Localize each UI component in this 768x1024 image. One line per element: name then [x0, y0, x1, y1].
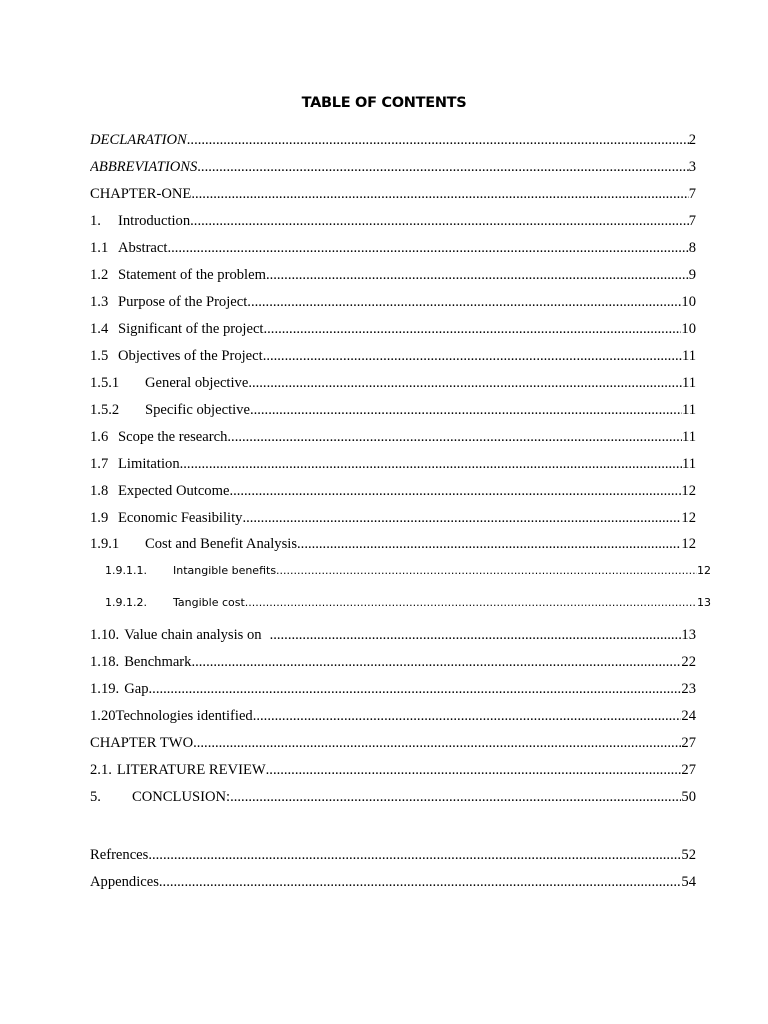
toc-entry[interactable]	[90, 455, 696, 473]
toc-entry[interactable]	[90, 239, 696, 257]
toc-entry-label: Refrences	[90, 847, 149, 863]
toc-entry-page-number: 13	[697, 596, 711, 609]
toc-entry-page-number: 10	[681, 294, 696, 310]
toc-title: TABLE OF CONTENTS	[301, 95, 467, 111]
dot-leader	[245, 594, 697, 612]
toc-entry-page-number: 8	[688, 240, 696, 256]
dot-leader	[297, 535, 681, 553]
toc-entry-label: Economic Feasibility	[118, 510, 243, 526]
toc-entry[interactable]	[90, 320, 696, 338]
dot-leader	[149, 680, 682, 698]
dot-leader	[270, 626, 682, 644]
toc-entry-number: 5.	[90, 789, 101, 805]
toc-entry-page-number: 7	[688, 213, 696, 229]
toc-entry[interactable]	[90, 761, 696, 779]
dot-leader	[197, 158, 688, 176]
toc-entry-page-number: 12	[681, 483, 696, 499]
toc-entry-number: 1.10.	[90, 627, 120, 643]
toc-entry-page-number: 12	[697, 564, 711, 577]
toc-entry-page-number: 11	[681, 429, 696, 445]
toc-entry[interactable]	[90, 293, 696, 311]
toc-entry-label: CHAPTER-ONE	[90, 186, 192, 202]
toc-entry[interactable]	[90, 788, 696, 806]
toc-entry-label: Abstract	[118, 240, 168, 256]
toc-entry-number: 1.6	[90, 429, 109, 445]
dot-leader	[193, 734, 681, 752]
toc-entry-page-number: 10	[681, 321, 696, 337]
dot-leader	[159, 873, 682, 891]
toc-entry[interactable]	[90, 401, 696, 419]
toc-entry[interactable]	[90, 707, 696, 725]
toc-entry[interactable]	[90, 873, 696, 891]
toc-entry-label: CONCLUSION:	[132, 789, 231, 805]
toc-entry-page-number: 27	[681, 762, 696, 778]
toc-entry-page-number: 23	[681, 681, 696, 697]
toc-entry-page-number: 27	[681, 735, 696, 751]
toc-entry-number: 1.5	[90, 348, 109, 364]
dot-leader	[248, 374, 682, 392]
toc-entry-number: 2.1.	[90, 762, 112, 778]
dot-leader	[227, 428, 682, 446]
dot-leader	[266, 266, 689, 284]
toc-entry-page-number: 3	[688, 159, 696, 175]
toc-entry-label: Value chain analysis on	[124, 627, 262, 643]
toc-entry-page-number: 9	[688, 267, 696, 283]
toc-entry-page-number: 12	[681, 510, 696, 526]
toc-entry-label: Objectives of the Project	[118, 348, 263, 364]
toc-entry-page-number: 24	[681, 708, 696, 724]
toc-entry-page-number: 50	[681, 789, 696, 805]
toc-entry[interactable]	[90, 562, 711, 580]
toc-entry[interactable]	[90, 509, 696, 527]
dot-leader	[180, 455, 682, 473]
toc-entry-label: Technologies identified	[115, 708, 253, 724]
toc-entry-page-number: 54	[681, 874, 696, 890]
dot-leader	[250, 401, 682, 419]
toc-entry-page-number: 2	[688, 132, 696, 148]
toc-entry[interactable]	[90, 428, 696, 446]
toc-entry[interactable]	[90, 535, 696, 553]
dot-leader	[191, 185, 688, 203]
toc-entry-label: Significant of the project	[118, 321, 264, 337]
toc-entry[interactable]	[90, 482, 696, 500]
toc-entry-number: 1.9.1	[90, 536, 120, 552]
toc-entry-number: 1.5.1	[90, 375, 120, 391]
toc-entry-page-number: 11	[681, 375, 696, 391]
toc-entry[interactable]	[90, 266, 696, 284]
toc-entry-label: LITERATURE REVIEW	[116, 762, 266, 778]
toc-entry-page-number: 12	[681, 536, 696, 552]
dot-leader	[190, 212, 689, 230]
dot-leader	[266, 761, 682, 779]
toc-entry-label: Statement of the problem	[118, 267, 266, 283]
dot-leader	[230, 788, 681, 806]
toc-entry[interactable]	[90, 680, 696, 698]
toc-entry-number: 1.1	[90, 240, 109, 256]
toc-entry[interactable]	[90, 212, 696, 230]
toc-entry[interactable]	[90, 158, 696, 176]
toc-entry-number: 1.9	[90, 510, 109, 526]
toc-entry[interactable]	[90, 374, 696, 392]
dot-leader	[247, 293, 681, 311]
toc-entry-label: Tangible cost	[173, 596, 245, 609]
toc-entry-number: 1.9.1.2.	[105, 596, 147, 609]
toc-entry-label: CHAPTER TWO	[90, 735, 194, 751]
dot-leader	[264, 320, 682, 338]
toc-entry-label: Purpose of the Project	[118, 294, 248, 310]
toc-entry[interactable]	[90, 653, 696, 671]
toc-entry-label: DECLARATION	[90, 132, 187, 148]
toc-entry-page-number: 52	[681, 847, 696, 863]
toc-entry-number: 1.18.	[90, 654, 120, 670]
toc-entry-page-number: 22	[681, 654, 696, 670]
toc-entry[interactable]	[90, 626, 696, 644]
toc-entry-label: Expected Outcome	[118, 483, 230, 499]
toc-entry-page-number: 11	[681, 402, 696, 418]
dot-leader	[191, 653, 681, 671]
toc-entry-number: 1.19.	[90, 681, 120, 697]
toc-entry-label: Specific objective	[145, 402, 250, 418]
dot-leader	[167, 239, 688, 257]
toc-entry-number: 1.3	[90, 294, 109, 310]
toc-entry-number: 1.4	[90, 321, 109, 337]
toc-entry-number: 1.5.2	[90, 402, 120, 418]
toc-entry-label: Benchmark	[124, 654, 192, 670]
toc-entry[interactable]	[90, 131, 696, 149]
toc-entry-label: Gap	[124, 681, 149, 697]
toc-entry-label: Scope the research	[118, 429, 228, 445]
toc-entry-label: Cost and Benefit Analysis	[145, 536, 298, 552]
toc-entry-number: 1.2	[90, 267, 109, 283]
toc-entry-page-number: 13	[681, 627, 696, 643]
toc-entry-label: ABBREVIATIONS	[90, 159, 198, 175]
dot-leader	[263, 347, 682, 365]
dot-leader	[229, 482, 681, 500]
toc-entry-number: 1.8	[90, 483, 109, 499]
toc-entry[interactable]	[90, 734, 696, 752]
toc-entry-label: Limitation	[118, 456, 180, 472]
toc-entry[interactable]	[90, 185, 696, 203]
toc-entry-label: General objective	[145, 375, 249, 391]
toc-entry-page-number: 11	[681, 348, 696, 364]
toc-entry-number: 1.	[90, 213, 101, 229]
toc-entry-page-number: 7	[688, 186, 696, 202]
toc-entry-number: 1.7	[90, 456, 109, 472]
toc-entry[interactable]	[90, 846, 696, 864]
toc-entry-label: Intangible benefits	[173, 564, 277, 577]
dot-leader	[276, 562, 697, 580]
dot-leader	[253, 707, 682, 725]
toc-entry-label: Introduction	[118, 213, 191, 229]
toc-entry-page-number: 11	[681, 456, 696, 472]
toc-entry-number: 1.20	[90, 708, 116, 724]
dot-leader	[242, 509, 681, 527]
toc-entry[interactable]	[90, 594, 711, 612]
dot-leader	[187, 131, 689, 149]
dot-leader	[148, 846, 681, 864]
toc-entry-number: 1.9.1.1.	[105, 564, 147, 577]
toc-entry[interactable]	[90, 347, 696, 365]
toc-entry-label: Appendices	[90, 874, 159, 890]
